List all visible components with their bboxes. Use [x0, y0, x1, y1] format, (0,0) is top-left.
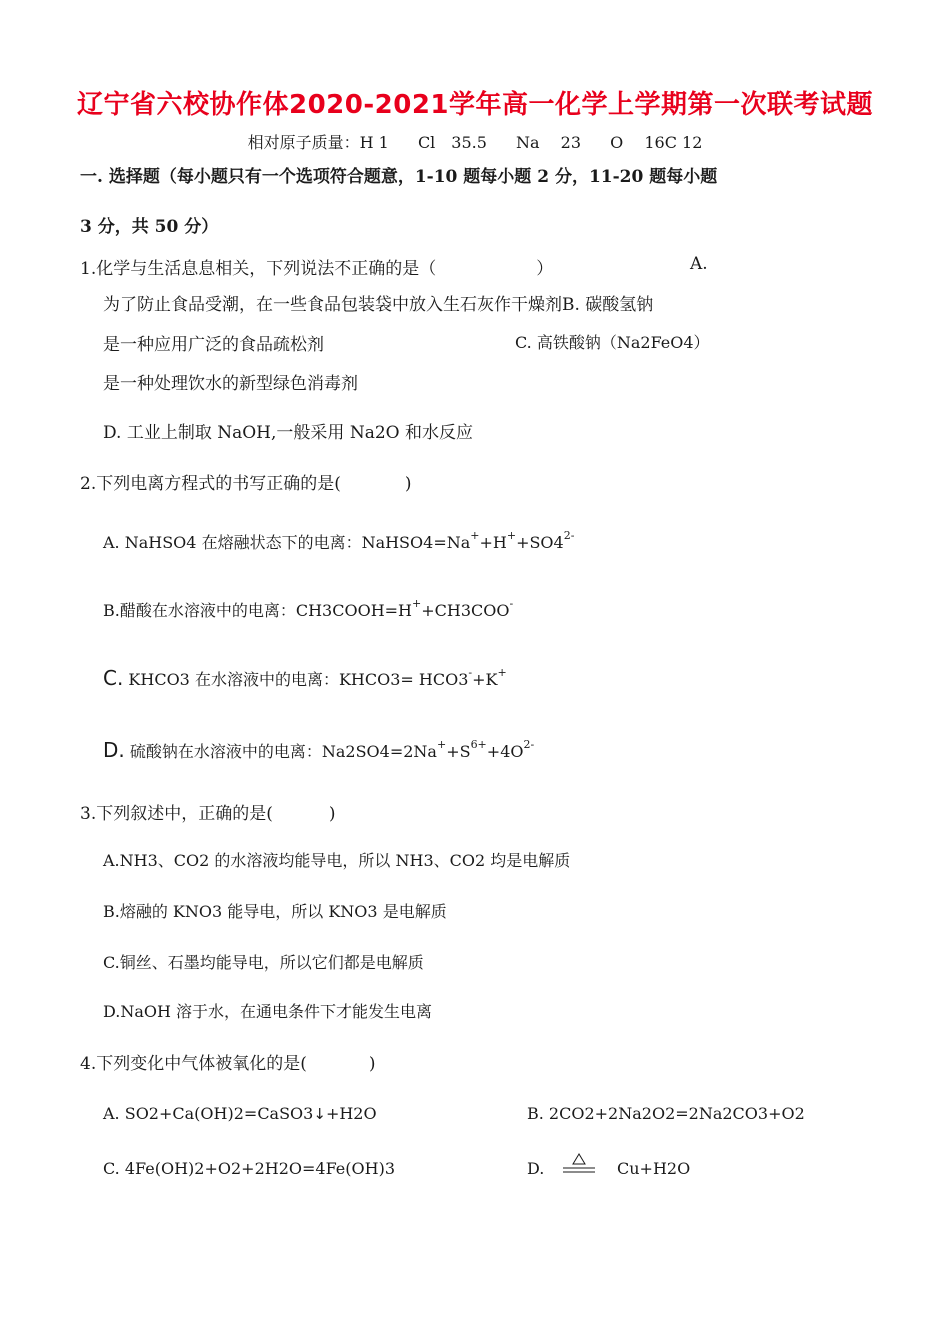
q3-option-a: A.NH3、CO2 的水溶液均能导电，所以 NH3、CO2 均是电解质 — [103, 851, 571, 870]
q1-option-a-label: A. — [690, 254, 708, 274]
q2-option-d — [103, 738, 534, 762]
q2-d-label: D. — [103, 738, 125, 762]
q2-c-sup1: - — [468, 666, 473, 679]
q2-stem-close: ) — [404, 474, 412, 494]
q3-stem — [80, 799, 336, 824]
q2-option-c — [103, 666, 507, 690]
q1-option-c: C. 高铁酸钠（Na2FeO4） — [515, 333, 710, 352]
q2-b-text: B.醋酸在水溶液中的电离：CH3COOH=H — [103, 601, 413, 620]
q2-c-mid1: +K — [472, 670, 498, 689]
precipitate-arrow-icon: ↓ — [313, 1105, 326, 1123]
q2-a-sup2: + — [506, 529, 517, 542]
q2-stem — [80, 469, 412, 494]
q2-a-sup1: + — [470, 529, 480, 542]
q2-stem-text: 2.下列电离方程式的书写正确的是( — [80, 474, 341, 494]
q2-d-mid1: +S — [446, 742, 471, 761]
q1-option-a: 为了防止食品受潮，在一些食品包装袋中放入生石灰作干燥剂B. 碳酸氢钠 — [103, 295, 654, 315]
q3-option-d: D.NaOH 溶于水，在通电条件下才能发生电离 — [103, 1002, 433, 1021]
q1-option-d: D. 工业上制取 NaOH,一般采用 Na2O 和水反应 — [103, 423, 473, 443]
q4-option-c: C. 4Fe(OH)2+O2+2H2O=4Fe(OH)3 — [103, 1159, 396, 1178]
section-heading-line1: 一. 选择题（每小题只有一个选项符合题意，1-10 题每小题 2 分，11-20 题每小题 — [80, 167, 718, 187]
page-title: 辽宁省六校协作体2020-2021学年高一化学上学期第一次联考试题 — [76, 90, 874, 120]
q2-b-sup2: - — [509, 597, 514, 610]
q2-d-mid2: +4O — [486, 742, 524, 761]
q2-a-text: A. NaHSO4 在熔融状态下的电离：NaHSO4=Na — [103, 533, 471, 552]
q2-d-text: 硫酸钠在水溶液中的电离：Na2SO4=2Na — [124, 742, 437, 761]
q2-a-mid2: +SO4 — [516, 533, 564, 552]
q3-stem-text: 3.下列叙述中，正确的是( — [80, 804, 273, 824]
atomic-mass-o: O 16C 12 — [610, 133, 703, 152]
q2-option-a — [103, 530, 574, 553]
q4-option-a — [103, 1104, 377, 1123]
q4-stem-close: ) — [368, 1054, 376, 1074]
q2-c-text: KHCO3 在水溶液中的电离：KHCO3= HCO3 — [123, 670, 469, 689]
q2-d-sup1: + — [436, 738, 447, 751]
q2-c-sup2: + — [497, 666, 507, 679]
heating-condition-icon — [562, 1152, 596, 1178]
q2-a-mid1: +H — [479, 533, 507, 552]
q2-b-mid1: +CH3COO — [421, 601, 510, 620]
q4-option-d-label: D. — [527, 1159, 545, 1178]
q3-stem-close: ) — [328, 804, 336, 824]
q4-option-d-products: Cu+H2O — [617, 1159, 691, 1178]
q4-option-b: B. 2CO2+2Na2O2=2Na2CO3+O2 — [527, 1104, 805, 1123]
q4-stem-text: 4.下列变化中气体被氧化的是( — [80, 1054, 307, 1074]
section-heading-line2: 3 分，共 50 分） — [80, 217, 219, 237]
q1-option-c-cont: 是一种处理饮水的新型绿色消毒剂 — [103, 374, 358, 394]
atomic-mass-label: 相对原子质量：H 1 — [247, 133, 389, 152]
atomic-mass-cl: Cl 35.5 — [417, 133, 487, 152]
q2-c-label: C. — [103, 666, 124, 690]
q2-b-sup1: + — [412, 597, 422, 610]
atomic-masses — [0, 130, 950, 153]
atomic-mass-na: Na 23 — [516, 133, 582, 152]
q3-option-b: B.熔融的 KNO3 能导电，所以 KNO3 是电解质 — [103, 902, 447, 921]
q4-a-tail: +H2O — [325, 1104, 377, 1123]
q2-d-sup2: 6+ — [470, 738, 487, 751]
q2-d-sup3: 2- — [523, 738, 535, 751]
q1-stem-close: ） — [536, 259, 554, 279]
q4-stem — [80, 1049, 376, 1074]
q2-a-sup3: 2- — [563, 529, 575, 542]
q3-option-c: C.铜丝、石墨均能导电，所以它们都是电解质 — [103, 953, 424, 972]
q2-option-b — [103, 598, 513, 621]
q1-stem-text: 1.化学与生活息息相关，下列说法不正确的是（ — [80, 259, 437, 279]
q4-a-text: A. SO2+Ca(OH)2=CaSO3 — [103, 1104, 314, 1123]
q1-option-b: 是一种应用广泛的食品疏松剂 — [103, 335, 324, 355]
q1-stem — [80, 254, 553, 279]
